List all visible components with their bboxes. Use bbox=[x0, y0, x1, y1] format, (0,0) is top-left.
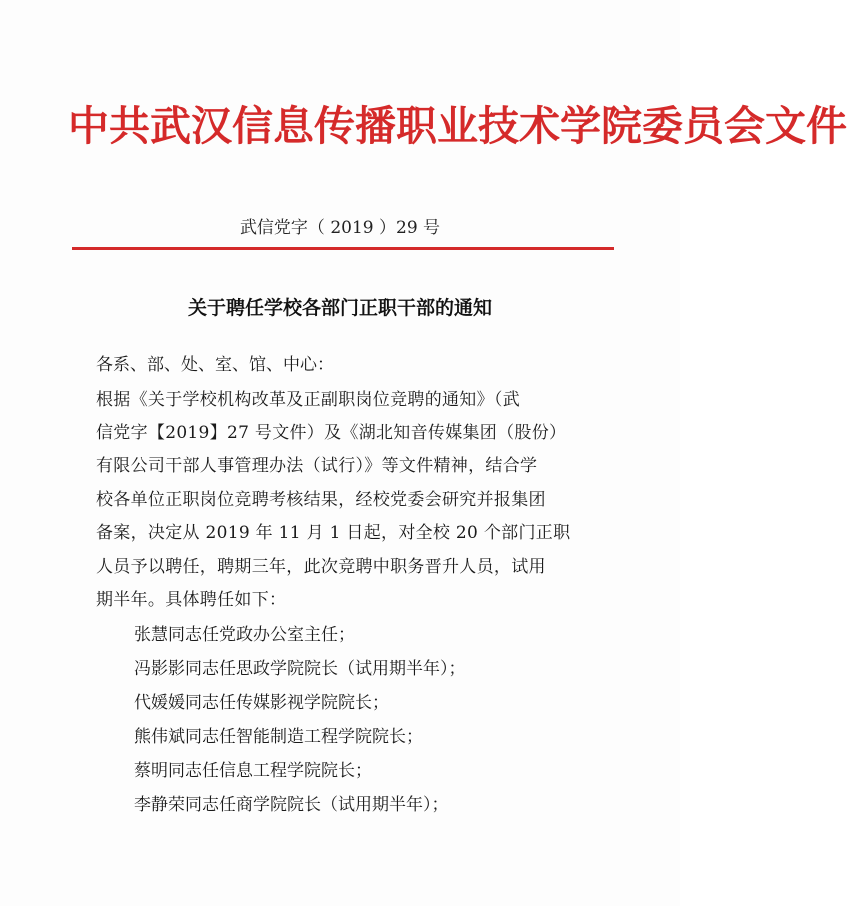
body-line: 备案，决定从 2019 年 11 月 1 日起，对全校 20 个部门正职 bbox=[96, 523, 571, 543]
red-divider-rule bbox=[72, 247, 614, 250]
appointment-item: 张慧同志任党政办公室主任； bbox=[134, 625, 355, 645]
appointment-item: 李静荣同志任商学院院长（试用期半年）； bbox=[134, 795, 449, 815]
body-line: 信党字【2019】27 号文件）及《湖北知音传媒集团（股份） bbox=[96, 423, 567, 443]
appointment-item: 熊伟斌同志任智能制造工程学院院长； bbox=[134, 727, 423, 747]
notice-title: 关于聘任学校各部门正职干部的通知 bbox=[187, 297, 492, 319]
appointment-item: 冯影影同志任思政学院院长（试用期半年）； bbox=[134, 659, 466, 679]
salutation: 各系、部、处、室、馆、中心： bbox=[96, 355, 334, 375]
body-line: 有限公司干部人事管理办法（试行）》等文件精神，结合学 bbox=[96, 456, 538, 476]
body-line: 期半年。具体聘任如下： bbox=[96, 590, 287, 610]
body-line: 校各单位正职岗位竞聘考核结果，经校党委会研究并报集团 bbox=[96, 490, 546, 510]
body-line: 根据《关于学校机构改革及正副职岗位竞聘的通知》（武 bbox=[96, 390, 520, 410]
document-number: 武信党字（ 2019 ）29 号 bbox=[239, 218, 441, 238]
appointment-item: 蔡明同志任信息工程学院院长； bbox=[134, 761, 372, 781]
body-line: 人员予以聘任，聘期三年，此次竞聘中职务晋升人员，试用 bbox=[96, 557, 546, 577]
document-header-title: 中共武汉信息传播职业技术学院委员会文件 bbox=[68, 102, 847, 150]
appointment-item: 代媛媛同志任传媒影视学院院长； bbox=[134, 693, 389, 713]
